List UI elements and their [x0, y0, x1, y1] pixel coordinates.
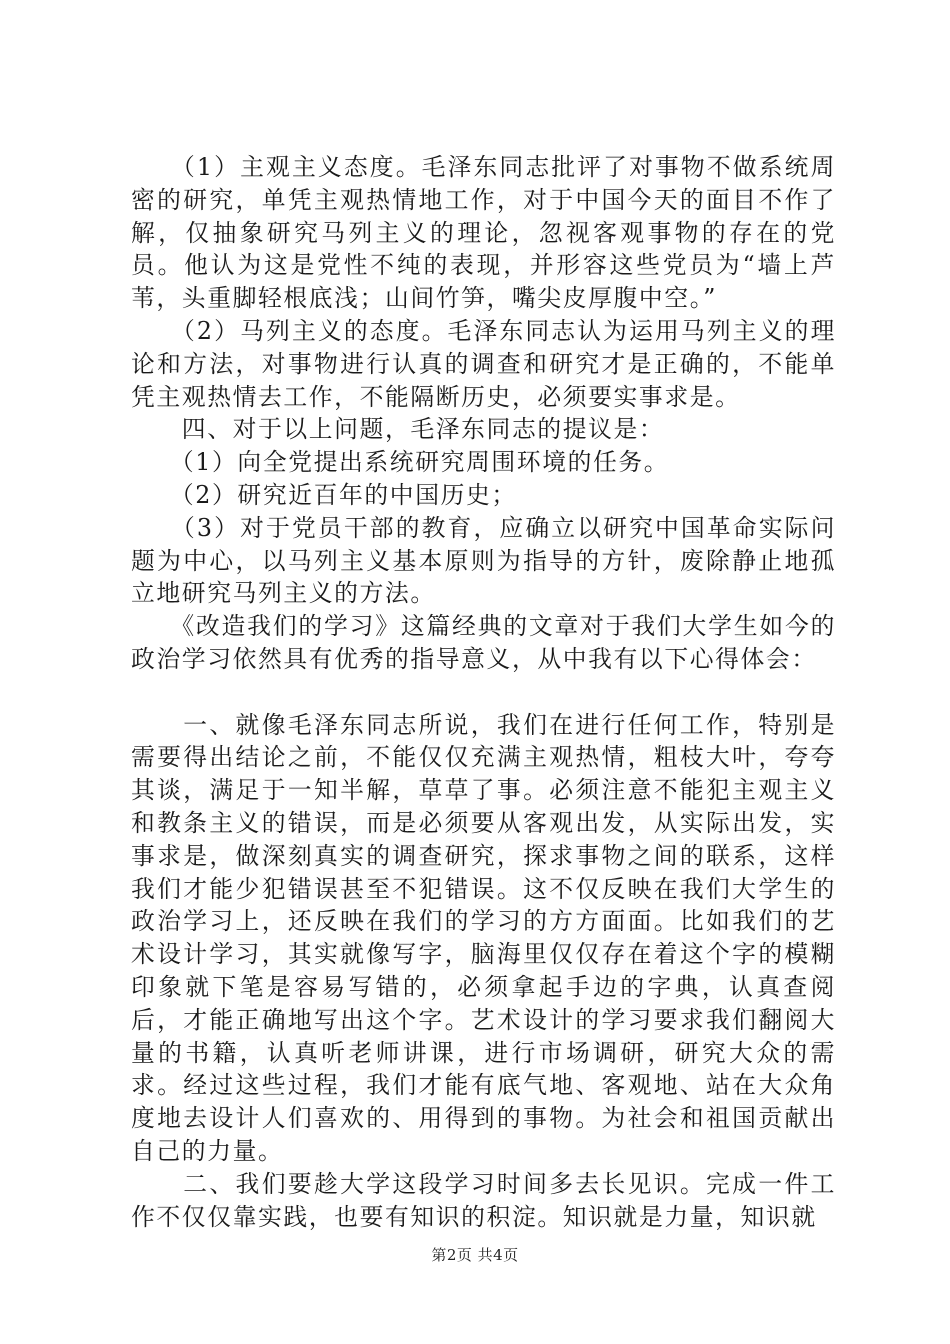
document-body: [131, 151, 836, 1233]
paragraph-proposal-one: （1）向全党提出系统研究周围环境的任务。: [131, 448, 670, 477]
page-footer: 第2页 共4页: [431, 1246, 519, 1264]
paragraph-spacer: [131, 676, 836, 709]
paragraph-proposal-two: （2）研究近百年的中国历史；: [131, 480, 517, 509]
paragraph-reflection-intro: 《改造我们的学习》这篇经典的文章对于我们大学生如今的政治学习依然具有优秀的指导意义，从中我有以下心得体会：: [131, 612, 836, 673]
paragraph-reflection-one: 一、就像毛泽东同志所说，我们在进行任何工作，特别是需要得出结论之前，不能仅仅充满主观热情，粗枝大叶，夸夸其谈，满足于一知半解，草草了事。必须注意不能犯主观主义和教条主义的错误，而是必须要从客观出发，从实际出发，实事求是，做深刻真实的调查研究，探求事物之间的联系，这样我们才能少犯错误甚至不犯错误。这不仅反映在我们大学生的政治学习上，还反映在我们的学习的方方面面。比如我们的艺术设计学习，其实就像写字，脑海里仅仅存在着这个字的模糊印象就下笔是容易写错的，必须拿起手边的字典，认真查阅后，才能正确地写出这个字。艺术设计的学习要求我们翻阅大量的书籍，认真听老师讲课，进行市场调研，研究大众的需求。经过这些过程，我们才能有底气地、客观地、站在大众角度地去设计人们喜欢的、用得到的事物。为社会和祖国贡献出自己的力量。: [131, 710, 836, 1165]
paragraph-subjectivism-attitude: （1）主观主义态度。毛泽东同志批评了对事物不做系统周密的研究，单凭主观热情地工作，对于中国今天的面目不作了解，仅抽象研究马列主义的理论，忽视客观事物的存在的党员。他认为这是党性不纯的表现，并形容这些党员为“墙上芦苇，头重脚轻根底浅；山间竹笋，嘴尖皮厚腹中空。”: [131, 153, 836, 313]
paragraph-section-four-heading: 四、对于以上问题，毛泽东同志的提议是：: [131, 415, 665, 444]
paragraph-reflection-two: 二、我们要趁大学这段学习时间多去长见识。完成一件工作不仅仅靠实践，也要有知识的积淀。知识就是力量，知识就: [131, 1169, 836, 1231]
paragraph-proposal-three: （3）对于党员干部的教育，应确立以研究中国革命实际问题为中心，以马列主义基本原则为指导的方针，废除静止地孤立地研究马列主义的方法。: [131, 513, 836, 608]
paragraph-marxist-attitude: （2）马列主义的态度。毛泽东同志认为运用马列主义的理论和方法，对事物进行认真的调查和研究才是正确的，不能单凭主观热情去工作，不能隔断历史，必须要实事求是。: [131, 316, 836, 411]
